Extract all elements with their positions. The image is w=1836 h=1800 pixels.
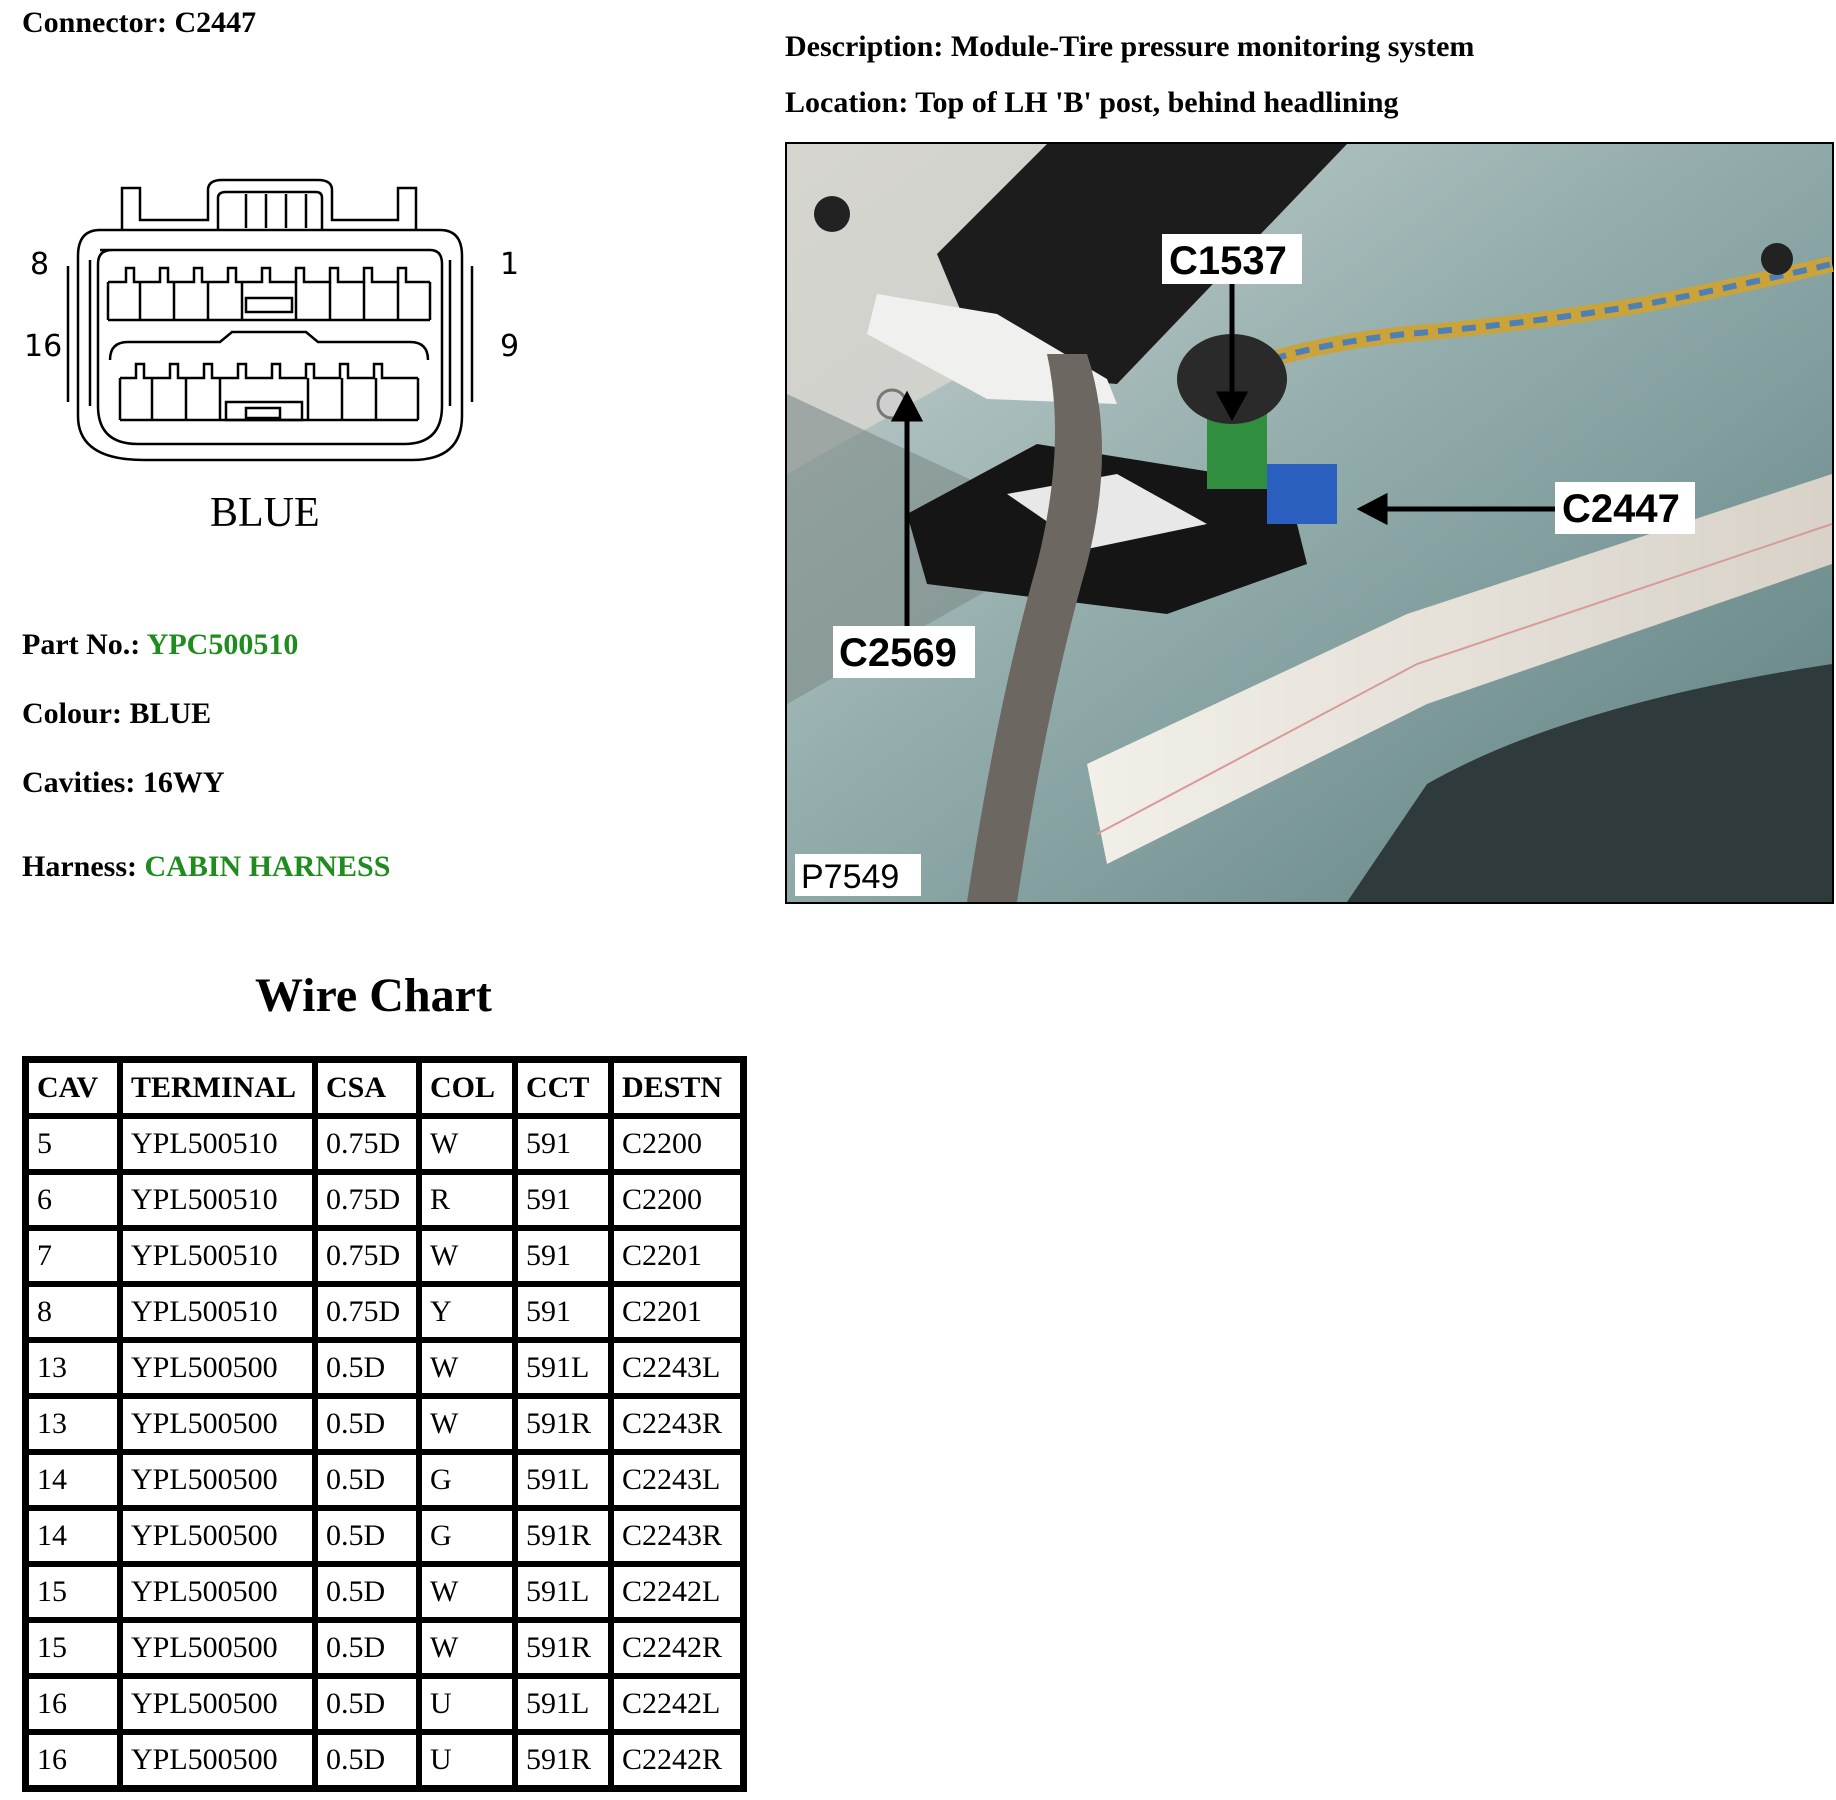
part-number-label: Part No.: <box>22 628 141 661</box>
cell-col: G <box>419 1452 515 1508</box>
cell-csa: 0.5D <box>315 1508 419 1564</box>
harness-link[interactable]: CABIN HARNESS <box>144 850 391 883</box>
cell-cct: 591R <box>515 1396 611 1452</box>
cell-cav: 16 <box>26 1676 120 1732</box>
cell-terminal: YPL500500 <box>120 1452 315 1508</box>
blue-connector <box>1267 464 1337 524</box>
description-label: Description: <box>785 30 944 63</box>
cell-cct: 591R <box>515 1620 611 1676</box>
cell-terminal: YPL500510 <box>120 1116 315 1172</box>
photo-ref-number: P7549 <box>801 858 900 896</box>
header-cav: CAV <box>26 1060 120 1116</box>
callout-c1537: C1537 <box>1169 239 1287 283</box>
location-line <box>785 86 1399 120</box>
cell-col: W <box>419 1620 515 1676</box>
clip-right <box>1761 243 1793 275</box>
connector-outline <box>68 180 472 460</box>
table-row <box>26 1508 743 1564</box>
cavities-line <box>22 766 224 800</box>
cell-destn: C2243L <box>611 1452 743 1508</box>
location-label: Location: <box>785 86 909 119</box>
cell-cav: 7 <box>26 1228 120 1284</box>
cell-terminal: YPL500510 <box>120 1284 315 1340</box>
cell-col: G <box>419 1508 515 1564</box>
cell-destn: C2243R <box>611 1508 743 1564</box>
harness-label: Harness: <box>22 850 137 883</box>
cell-cav: 14 <box>26 1508 120 1564</box>
cell-cct: 591 <box>515 1284 611 1340</box>
cell-terminal: YPL500500 <box>120 1396 315 1452</box>
wire-chart-body <box>26 1116 743 1788</box>
table-row <box>26 1452 743 1508</box>
callout-c2447: C2447 <box>1562 487 1680 531</box>
cell-destn: C2242L <box>611 1564 743 1620</box>
cell-col: U <box>419 1732 515 1788</box>
part-number-line <box>22 628 298 662</box>
pin-label-1: 1 <box>500 247 520 282</box>
table-row <box>26 1116 743 1172</box>
cell-cav: 6 <box>26 1172 120 1228</box>
cell-csa: 0.5D <box>315 1564 419 1620</box>
diagram-colour-label: BLUE <box>210 490 320 536</box>
table-row <box>26 1732 743 1788</box>
pin-label-9: 9 <box>500 329 520 364</box>
cell-col: W <box>419 1340 515 1396</box>
cell-csa: 0.75D <box>315 1116 419 1172</box>
connector-title <box>22 6 256 40</box>
location-value: Top of LH 'B' post, behind headlining <box>915 86 1399 119</box>
table-row <box>26 1676 743 1732</box>
description-line <box>785 30 1474 64</box>
cell-destn: C2200 <box>611 1116 743 1172</box>
clip-left <box>814 196 850 232</box>
cell-terminal: YPL500500 <box>120 1340 315 1396</box>
cell-terminal: YPL500510 <box>120 1172 315 1228</box>
table-row <box>26 1228 743 1284</box>
cavities-label: Cavities: <box>22 766 136 799</box>
cell-csa: 0.5D <box>315 1620 419 1676</box>
cell-destn: C2243L <box>611 1340 743 1396</box>
cell-cav: 15 <box>26 1564 120 1620</box>
header-csa: CSA <box>315 1060 419 1116</box>
cell-cct: 591L <box>515 1340 611 1396</box>
header-cct: CCT <box>515 1060 611 1116</box>
harness-line <box>22 850 390 884</box>
cell-cav: 15 <box>26 1620 120 1676</box>
cell-col: R <box>419 1172 515 1228</box>
cell-csa: 0.5D <box>315 1452 419 1508</box>
table-row <box>26 1284 743 1340</box>
table-row <box>26 1396 743 1452</box>
cell-destn: C2242R <box>611 1620 743 1676</box>
cell-cct: 591 <box>515 1116 611 1172</box>
cell-csa: 0.5D <box>315 1396 419 1452</box>
cell-cct: 591L <box>515 1564 611 1620</box>
cell-destn: C2201 <box>611 1284 743 1340</box>
cell-cct: 591 <box>515 1228 611 1284</box>
header-col: COL <box>419 1060 515 1116</box>
cell-terminal: YPL500500 <box>120 1508 315 1564</box>
cell-terminal: YPL500500 <box>120 1676 315 1732</box>
cell-destn: C2242L <box>611 1676 743 1732</box>
description-value: Module-Tire pressure monitoring system <box>950 30 1475 63</box>
cell-cct: 591R <box>515 1732 611 1788</box>
cell-terminal: YPL500500 <box>120 1620 315 1676</box>
cell-cav: 13 <box>26 1396 120 1452</box>
table-row <box>26 1564 743 1620</box>
cavities-value: 16WY <box>142 766 225 799</box>
part-number-link[interactable]: YPC500510 <box>146 628 299 661</box>
table-row <box>26 1620 743 1676</box>
cell-terminal: YPL500510 <box>120 1228 315 1284</box>
location-photo <box>785 142 1834 904</box>
connector-label: Connector: <box>22 6 167 39</box>
cell-csa: 0.75D <box>315 1172 419 1228</box>
cell-col: W <box>419 1228 515 1284</box>
cell-terminal: YPL500500 <box>120 1564 315 1620</box>
header-terminal: TERMINAL <box>120 1060 315 1116</box>
cell-col: U <box>419 1676 515 1732</box>
cell-csa: 0.75D <box>315 1228 419 1284</box>
cell-csa: 0.5D <box>315 1676 419 1732</box>
cell-col: W <box>419 1116 515 1172</box>
cell-cav: 13 <box>26 1340 120 1396</box>
colour-value: BLUE <box>129 697 212 730</box>
cell-cav: 14 <box>26 1452 120 1508</box>
cell-cct: 591L <box>515 1676 611 1732</box>
cell-destn: C2243R <box>611 1396 743 1452</box>
colour-label: Colour: <box>22 697 122 730</box>
cell-csa: 0.5D <box>315 1340 419 1396</box>
connector-value: C2447 <box>174 6 257 39</box>
cell-cav: 8 <box>26 1284 120 1340</box>
wire-chart-table <box>22 1056 747 1792</box>
cell-terminal: YPL500500 <box>120 1732 315 1788</box>
header-destn: DESTN <box>611 1060 743 1116</box>
cell-csa: 0.75D <box>315 1284 419 1340</box>
cell-cav: 16 <box>26 1732 120 1788</box>
green-connector <box>1207 414 1267 489</box>
table-header-row <box>26 1060 743 1116</box>
callout-c2569: C2569 <box>839 631 957 675</box>
connector-pinout-diagram <box>24 170 540 590</box>
cell-cav: 5 <box>26 1116 120 1172</box>
table-row <box>26 1172 743 1228</box>
pin-label-8: 8 <box>30 247 50 282</box>
table-row <box>26 1340 743 1396</box>
cell-col: Y <box>419 1284 515 1340</box>
cell-cct: 591 <box>515 1172 611 1228</box>
colour-line <box>22 697 211 731</box>
cell-destn: C2242R <box>611 1732 743 1788</box>
cell-cct: 591L <box>515 1452 611 1508</box>
wire-chart-title: Wire Chart <box>255 969 492 1022</box>
cell-cct: 591R <box>515 1508 611 1564</box>
cell-destn: C2200 <box>611 1172 743 1228</box>
cell-col: W <box>419 1396 515 1452</box>
pin-label-16: 16 <box>24 329 63 364</box>
cell-csa: 0.5D <box>315 1732 419 1788</box>
cell-col: W <box>419 1564 515 1620</box>
cell-destn: C2201 <box>611 1228 743 1284</box>
